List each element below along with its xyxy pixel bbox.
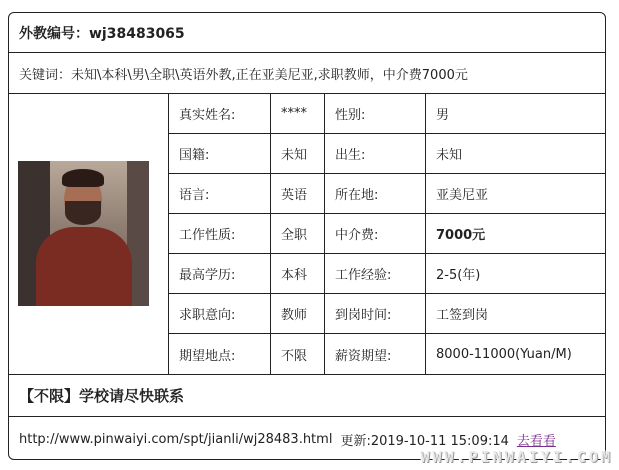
label-job-intent: 求职意向: — [169, 294, 271, 334]
label-nationality: 国籍: — [169, 134, 271, 174]
view-link[interactable]: 去看看 — [516, 433, 556, 449]
value-experience: 2-5(年) — [426, 254, 606, 294]
value-start-time: 工签到岗 — [426, 294, 606, 334]
label-experience: 工作经验: — [325, 254, 426, 294]
value-job-type: 全职 — [271, 214, 325, 254]
profile-table — [169, 94, 606, 375]
label-real-name: 真实姓名: — [169, 94, 271, 134]
profile-url: http://www.pinwaiyi.com/spt/jianli/wj28483.html — [19, 431, 333, 447]
value-salary: 8000-11000(Yuan/M) — [426, 334, 606, 375]
label-desired-location: 期望地点: — [169, 334, 271, 375]
label-agency-fee: 中介费: — [325, 214, 426, 254]
label-language: 语言: — [169, 174, 271, 214]
teacher-photo[interactable] — [18, 161, 149, 306]
value-gender: 男 — [426, 94, 606, 134]
update-time: 更新:2019-10-11 15:09:14 — [340, 433, 509, 449]
keywords-line: 关键词：未知\本科\男\全职\英语外教,正在亚美尼亚,求职教师，中介费7000元 — [9, 53, 605, 94]
value-job-intent: 教师 — [271, 294, 325, 334]
value-desired-location: 不限 — [271, 334, 325, 375]
label-job-type: 工作性质: — [169, 214, 271, 254]
label-education: 最高学历: — [169, 254, 271, 294]
site-watermark: WWW.PINWAIYI.COM — [420, 448, 613, 466]
label-salary: 薪资期望: — [325, 334, 426, 375]
teacher-id-title: 外教编号：wj38483065 — [9, 13, 605, 53]
label-location: 所在地: — [325, 174, 426, 214]
teacher-card — [8, 12, 606, 460]
label-gender: 性别: — [325, 94, 426, 134]
label-start-time: 到岗时间: — [325, 294, 426, 334]
value-agency-fee: 7000元 — [426, 214, 606, 254]
value-real-name: **** — [271, 94, 325, 134]
value-location: 亚美尼亚 — [426, 174, 606, 214]
value-nationality: 未知 — [271, 134, 325, 174]
value-language: 英语 — [271, 174, 325, 214]
label-birth: 出生: — [325, 134, 426, 174]
value-education: 本科 — [271, 254, 325, 294]
contact-banner: 【不限】学校请尽快联系 — [9, 375, 605, 417]
photo-cell — [9, 94, 169, 375]
value-birth: 未知 — [426, 134, 606, 174]
